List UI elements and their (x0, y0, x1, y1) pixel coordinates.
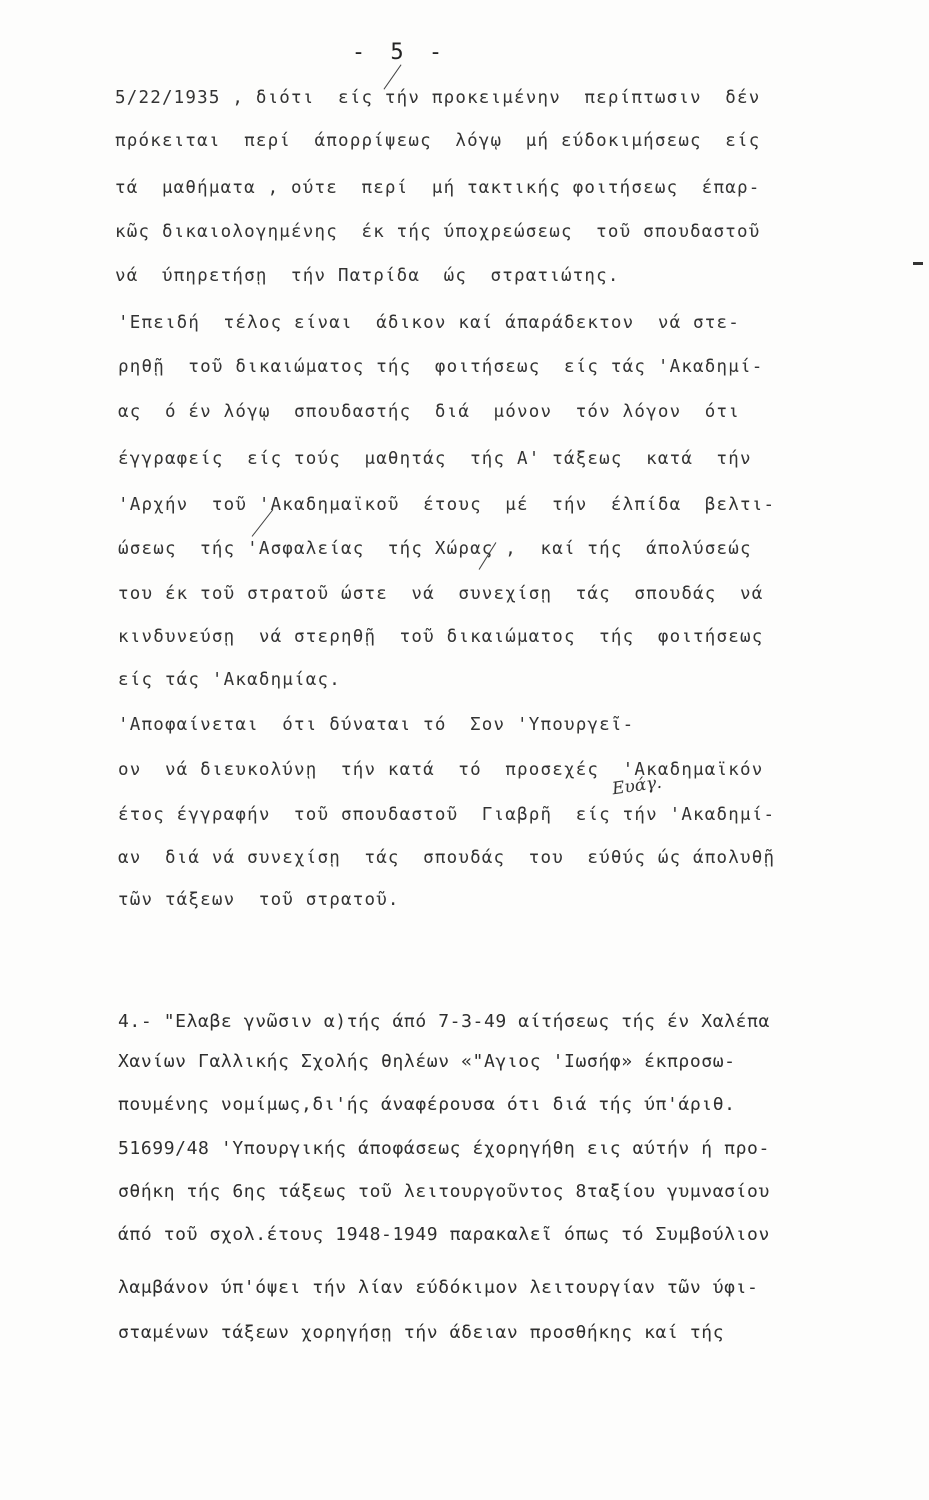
text-line: έτος έγγραφήν τοῦ σπουδαστοῦ Γιαβρῆ είς τήν 'Ακαδημί- (118, 805, 776, 825)
text-line: 5/22/1935 , διότι είς τήν προκειμένην περίπτωσιν δέν (115, 88, 761, 108)
text-line: ας ό έν λόγῳ σπουδαστής διά μόνον τόν λόγον ότι (118, 402, 741, 422)
text-line: κῶς δικαιολογημένης έκ τής ύποχρεώσεως τοῦ σπουδαστοῦ (115, 222, 761, 242)
text-line: σθήκη τής 6ης τάξεως τοῦ λειτουργοῦντος 8ταξίου γυμνασίου (118, 1181, 770, 1202)
text-line: τά μαθήματα , ούτε περί μή τακτικής φοιτήσεως έπαρ- (115, 178, 761, 198)
margin-mark (913, 262, 923, 265)
text-line: 'Αρχήν τοῦ 'Ακαδημαϊκοῦ έτους μέ τήν έλπίδα βελτι- (118, 495, 776, 515)
text-line: Χανίων Γαλλικής Σχολής θηλέων «"Αγιος 'Ιωσήφ» έκπροσω- (118, 1051, 736, 1072)
text-line: πουμένης νομίμως,δι'ής άναφέρουσα ότι διά τής ύπ'άριθ. (118, 1094, 736, 1115)
text-line: κινδυνεύσῃ νά στερηθῇ τοῦ δικαιώματος τής φοιτήσεως (118, 627, 764, 647)
text-line: αν διά νά συνεχίσῃ τάς σπουδάς του εύθύς ώς άπολυθῇ (118, 848, 776, 868)
text-line: 51699/48 'Υπουργικής άποφάσεως έχορηγήθη εις αύτήν ή προ- (118, 1138, 770, 1159)
text-line: του έκ τοῦ στρατοῦ ώστε νά συνεχίσῃ τάς σπουδάς νά (118, 584, 764, 604)
text-line: πρόκειται περί άπορρίψεως λόγῳ μή εύδοκιμήσεως είς (115, 131, 761, 151)
text-line: έγγραφείς είς τούς μαθητάς τής Α' τάξεως κατά τήν (118, 449, 752, 469)
text-line: λαμβάνον ύπ'όψει τήν λίαν εύδόκιμον λειτουργίαν τῶν ύφι- (118, 1277, 759, 1298)
page-number: - 5 - (351, 40, 449, 65)
text-line: 'Αποφαίνεται ότι δύναται τό Σον 'Υπουργεῖ- (118, 715, 635, 735)
text-line: ον νά διευκολύνῃ τήν κατά τό προσεχές 'Ακαδημαϊκόν (118, 760, 764, 780)
text-line: σταμένων τάξεων χορηγήσῃ τήν άδειαν προσθήκης καί τής (118, 1322, 725, 1343)
text-line: 4.- "Ελαβε γνῶσιν α)τής άπό 7-3-49 αίτήσεως τής έν Χαλέπα (118, 1011, 770, 1032)
text-line: νά ύπηρετήσῃ τήν Πατρίδα ώς στρατιώτης. (115, 266, 620, 286)
text-line: ώσεως τής 'Ασφαλείας τής Χώρας , καί τής άπολύσεώς (118, 539, 752, 559)
pen-stroke-mark (383, 64, 401, 89)
text-line: άπό τοῦ σχολ.έτους 1948-1949 παρακαλεῖ όπως τό Συμβούλιον (118, 1224, 770, 1245)
text-line: είς τάς 'Ακαδημίας. (118, 670, 341, 690)
text-line: 'Επειδή τέλος είναι άδικον καί άπαράδεκτον νά στε- (118, 313, 741, 333)
text-line: ρηθῇ τοῦ δικαιώματος τής φοιτήσεως είς τάς 'Ακαδημί- (118, 357, 764, 377)
text-line: τῶν τάξεων τοῦ στρατοῦ. (118, 890, 400, 910)
handwritten-annotation: Ευάγ. (610, 772, 663, 800)
